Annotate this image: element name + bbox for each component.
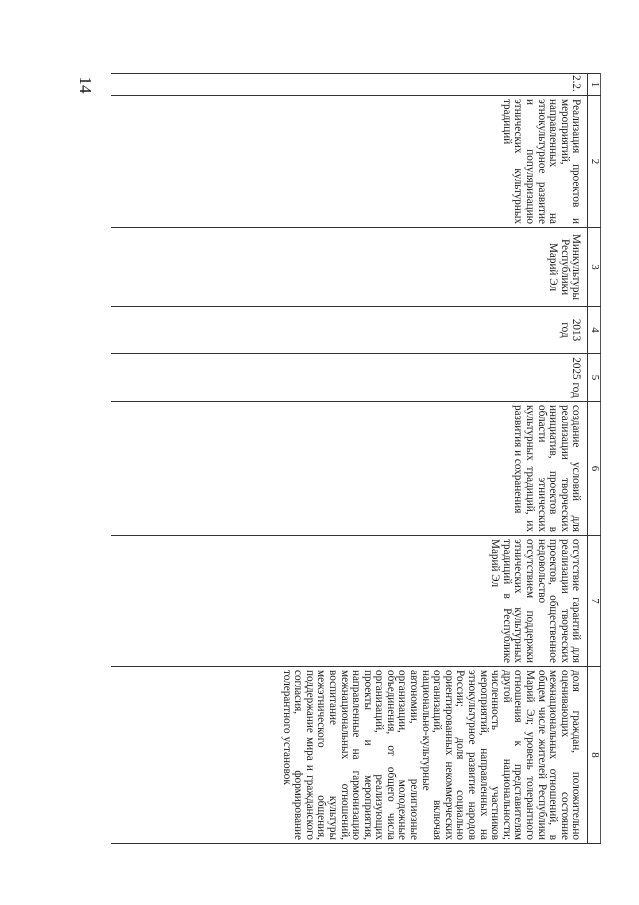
cell-event-name: Реализация проектов и мероприятий, направленных на этнокультурное развитие и популяризацию этнических культурных традиций: [111, 96, 588, 228]
cell-consequences: отсутствие гарантий для реализации творческих проектов, общественное недовольство отсутствием поддержки этнических культурных традиций в Республике Марий Эл: [111, 536, 588, 667]
cell-indicators: доля граждан, положительно оценивающих состояние межнациональных отношений, в общем числе жителей Республики Марий Эл; уровень толерантного отношения к представителям другой национальности; численность участников мероприятий, направленных на этнокультурное развитие народов России; доля социально ориентированных некоммерческих организаций, включая национально-культурные автономии, религиозные организации, молодежные объединения, от общего числа организаций, реализующих проекты и мероприятия, направленные на гармонизацию межнациональных отношений, воспитание культуры межэтнического общения, поддержание мира и гражданского согласия, формирование толерантного установок: [111, 667, 588, 844]
cell-start-year: 2013 год: [111, 307, 588, 354]
column-header-4: 4: [588, 307, 601, 354]
column-header-8: 8: [588, 667, 601, 844]
column-header-6: 6: [588, 402, 601, 536]
cell-executor: Минкультуры Республики Марий Эл: [111, 228, 588, 307]
column-header-7: 7: [588, 536, 601, 667]
cell-number: 2.2.: [111, 74, 588, 96]
header-row: [588, 74, 601, 844]
column-header-5: 5: [588, 354, 601, 402]
column-header-1: 1: [588, 74, 601, 96]
cell-end-year: 2025 год: [111, 354, 588, 402]
column-header-3: 3: [588, 228, 601, 307]
cell-expected-result: создание условий для реализации творческих инициатив, проектов в области этнических культурных традиций, их развития и сохранения: [111, 402, 588, 536]
program-table: [123, 73, 601, 843]
column-header-2: 2: [588, 96, 601, 228]
table-row: [111, 74, 588, 844]
page-number: 14: [76, 76, 95, 94]
